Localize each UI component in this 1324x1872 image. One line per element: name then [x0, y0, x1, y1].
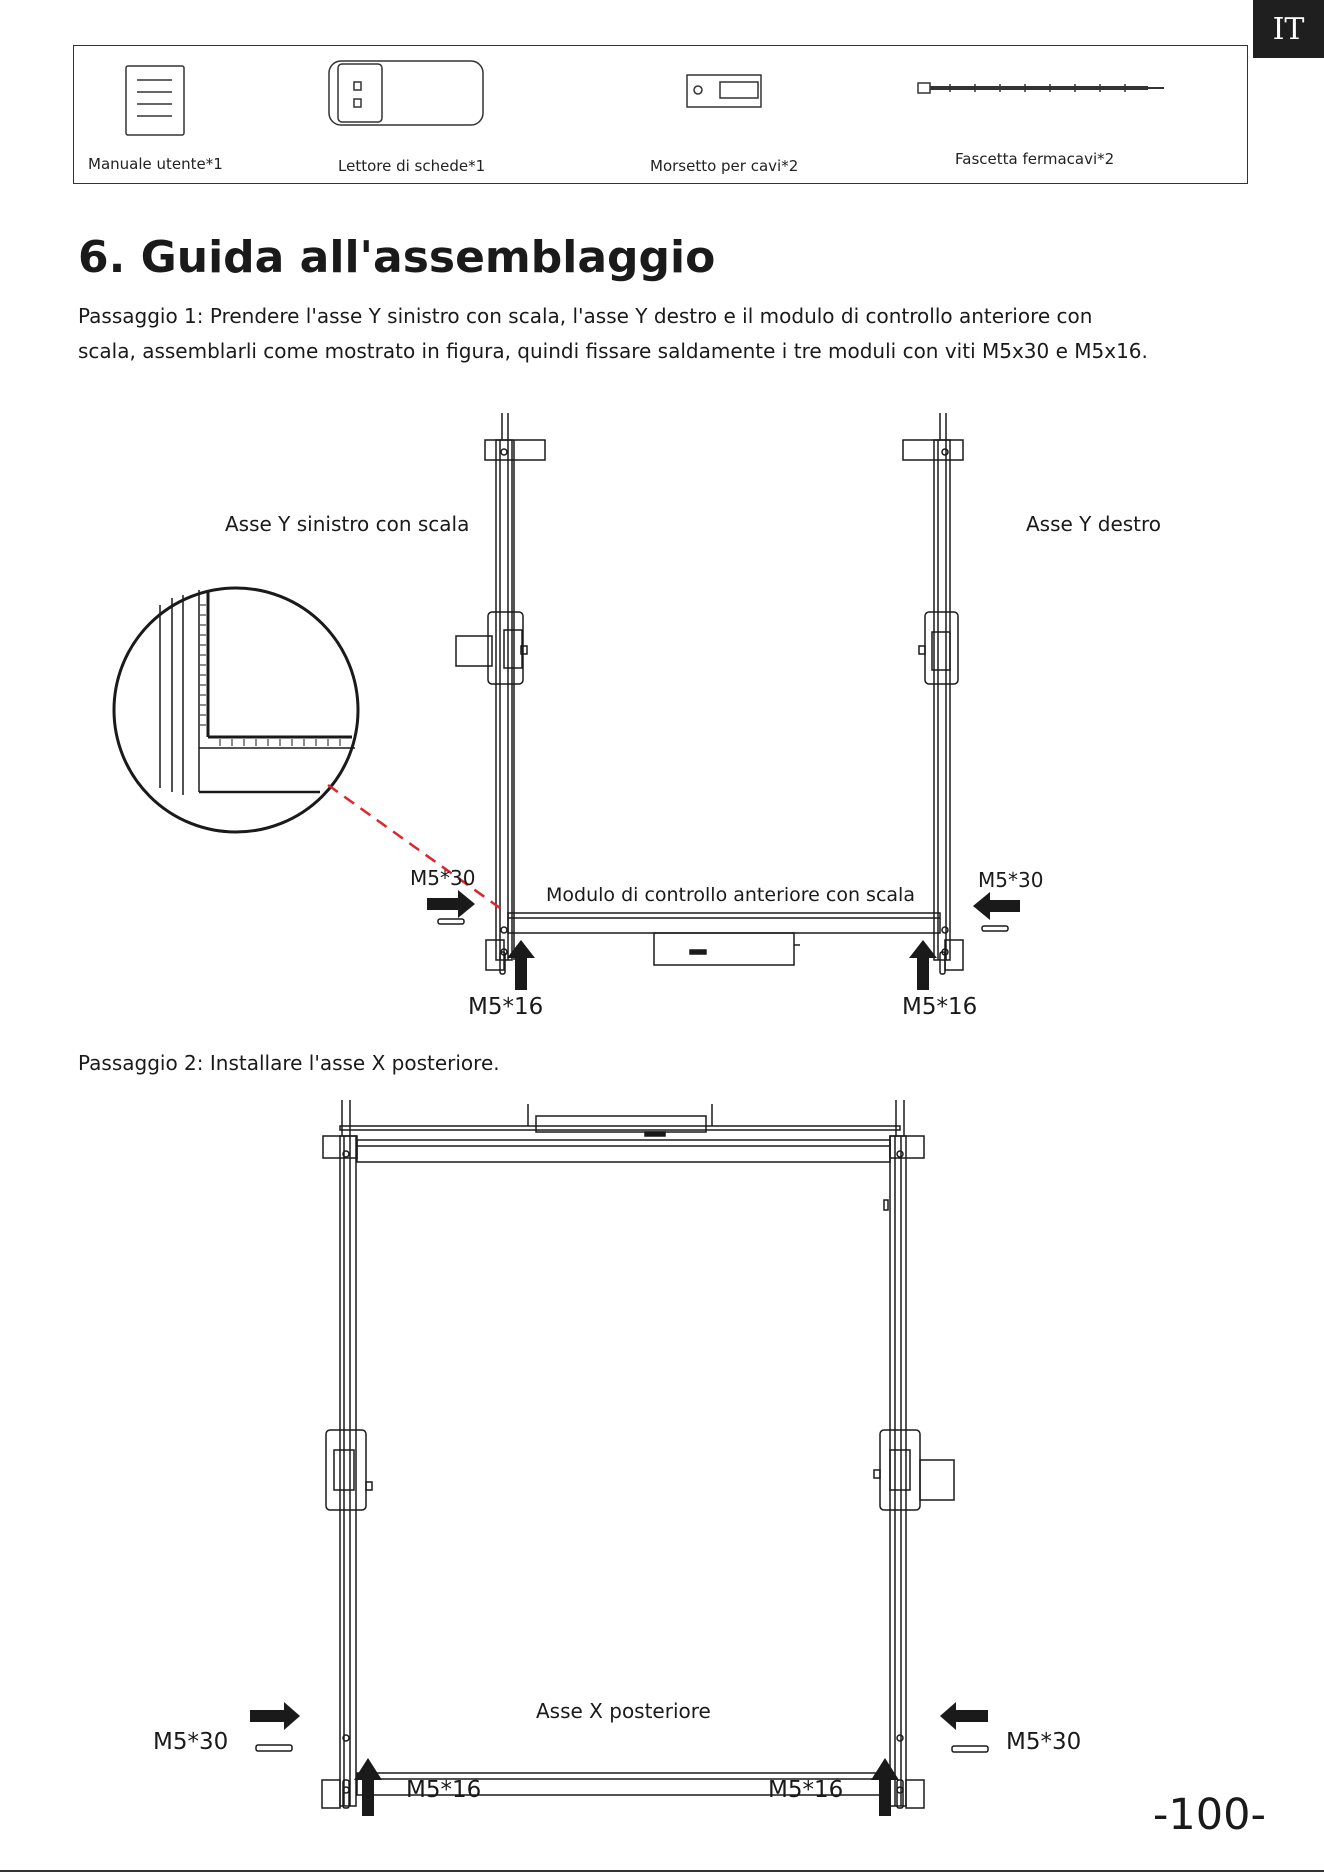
cable-tie-icon	[918, 83, 1164, 93]
manual-icon	[126, 66, 184, 135]
right-y-axis-label: Asse Y destro	[1026, 512, 1162, 536]
accessory-label-cable-tie: Fascetta fermacavi*2	[955, 150, 1115, 168]
scale-ticks	[200, 605, 340, 746]
step1-screw-left-bottom-label: M5*16	[468, 994, 544, 1020]
right-y-axis-rail	[874, 1100, 954, 1808]
step2-instructions: Passaggio 2: Installare l'asse X posteriore.	[78, 1051, 500, 1075]
accessory-label-card-reader: Lettore di schede*1	[338, 157, 486, 175]
rear-x-axis-label: Asse X posteriore	[536, 1699, 711, 1723]
step2-screw-right-bottom-label: M5*16	[768, 1777, 844, 1803]
card-reader-icon	[329, 61, 483, 125]
step1-instructions: Passaggio 1: Prendere l'asse Y sinistro con scala, l'asse Y destro e il modulo di controllo anteriore con scala, assemblarli come mostrato in figura, quindi fissare saldamente i tre moduli con viti M5x30 e M5x16.	[78, 304, 1148, 363]
scale-zoom-callout	[114, 588, 358, 832]
accessory-label-cable-clamp: Morsetto per cavi*2	[650, 157, 799, 175]
cable-clamp-icon	[687, 75, 761, 107]
left-y-axis-rail	[322, 1100, 372, 1808]
section-title: 6. Guida all'assemblaggio	[78, 232, 716, 283]
language-tab: IT	[1253, 0, 1324, 58]
front-control-module	[508, 913, 940, 965]
accessory-label-manual: Manuale utente*1	[88, 155, 223, 173]
step1-diagram	[0, 400, 1324, 1040]
step1-screw-right-side-label: M5*30	[978, 868, 1044, 892]
top-x-axis	[357, 1140, 890, 1162]
step2-screw-right-side-label: M5*30	[1006, 1729, 1082, 1755]
left-y-axis-label: Asse Y sinistro con scala	[225, 512, 470, 536]
page-number: -100-	[1152, 1790, 1266, 1840]
step1-screw-left-side-label: M5*30	[410, 866, 476, 890]
step1-screw-right-bottom-label: M5*16	[902, 994, 978, 1020]
rear-control-module	[340, 1104, 900, 1136]
front-module-label: Modulo di controllo anteriore con scala	[546, 884, 915, 906]
step2-screw-left-bottom-label: M5*16	[406, 1777, 482, 1803]
step2-screw-left-side-label: M5*30	[153, 1729, 229, 1755]
